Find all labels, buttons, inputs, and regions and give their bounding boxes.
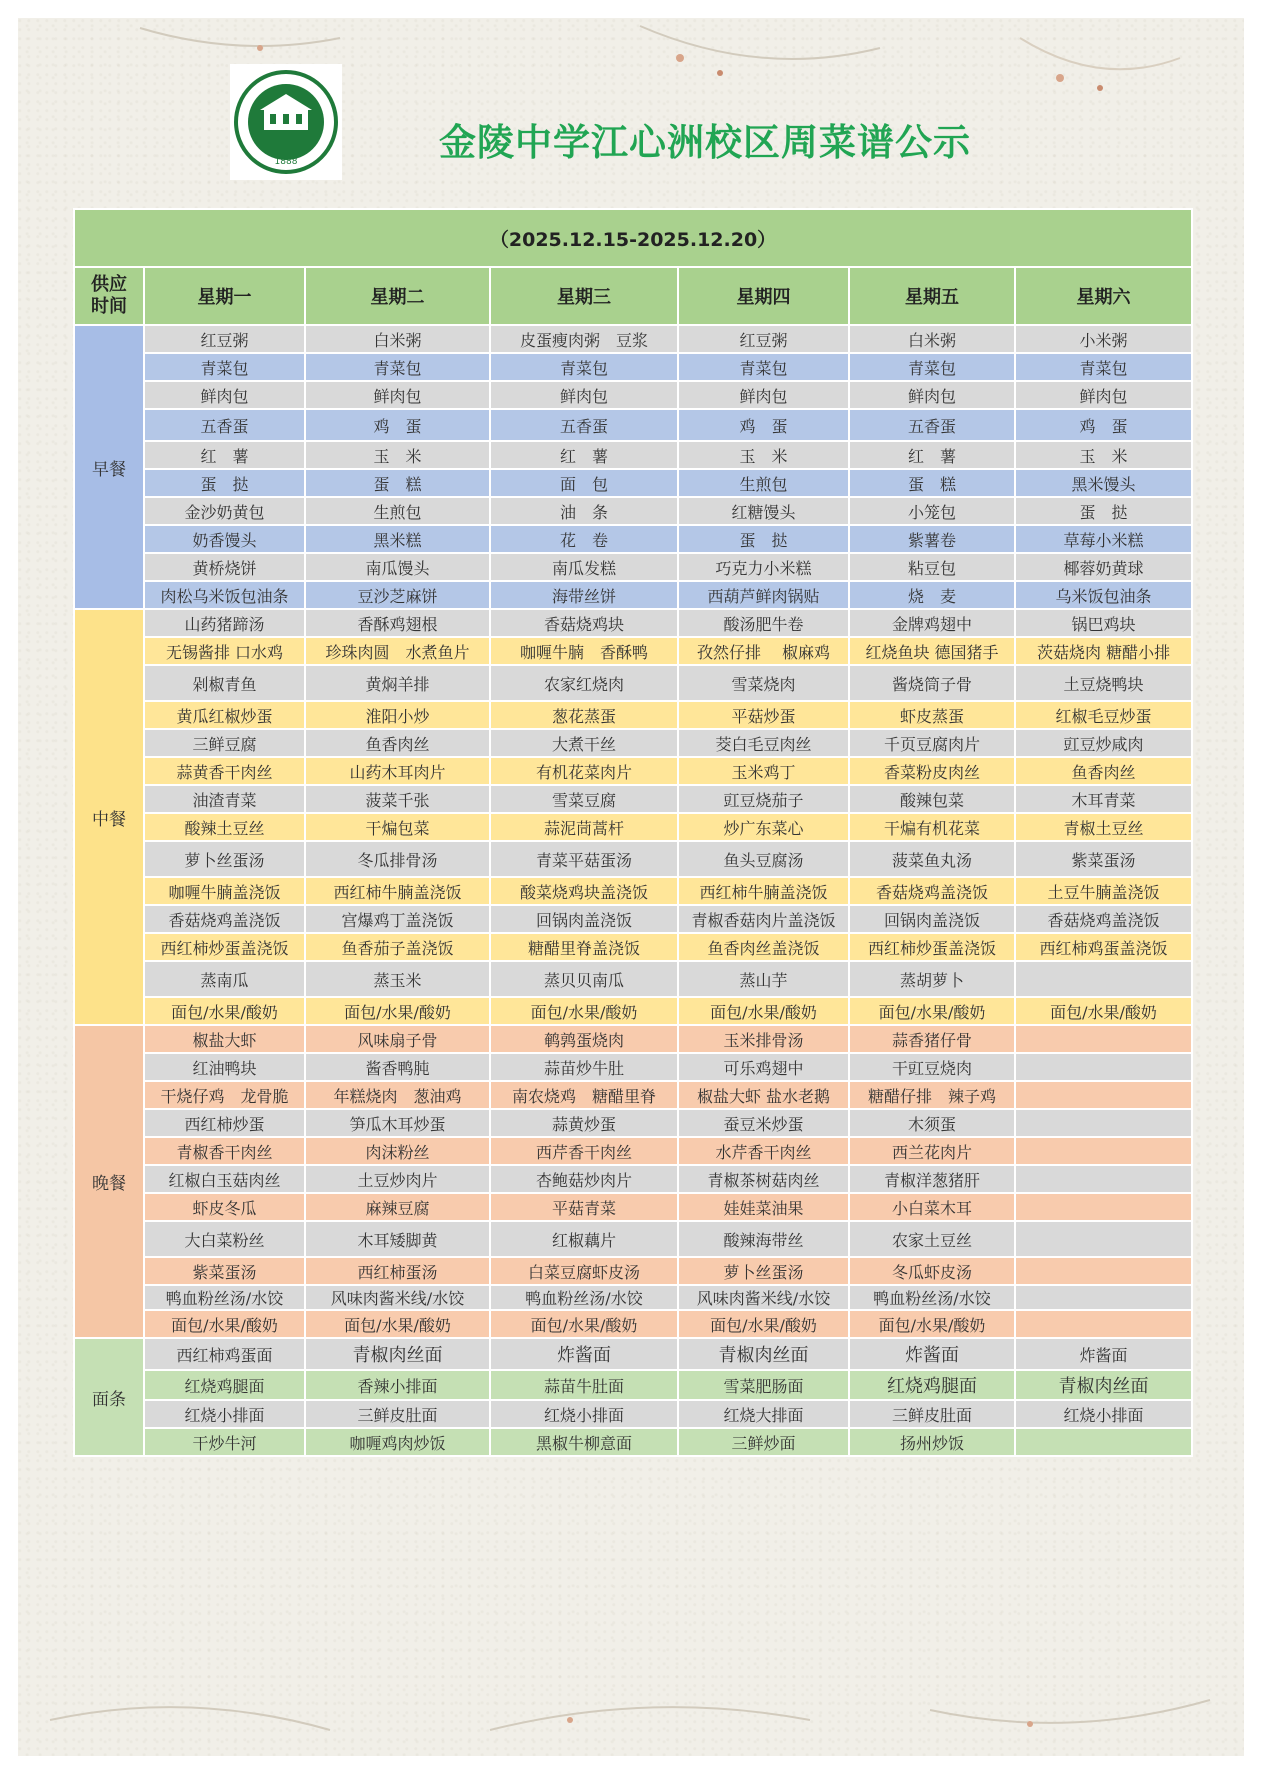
menu-cell: 鲜肉包 bbox=[849, 381, 1015, 409]
menu-cell: 蛋 挞 bbox=[678, 525, 849, 553]
menu-cell: 皮蛋瘦肉粥 豆浆 bbox=[490, 325, 678, 353]
menu-cell: 咖喱牛腩 香酥鸭 bbox=[490, 637, 678, 665]
menu-cell: 水芹香干肉丝 bbox=[678, 1137, 849, 1165]
menu-cell: 五香蛋 bbox=[849, 409, 1015, 441]
menu-cell: 玉 米 bbox=[678, 441, 849, 469]
menu-cell: 娃娃菜油果 bbox=[678, 1193, 849, 1221]
menu-cell: 土豆炒肉片 bbox=[305, 1165, 490, 1193]
menu-cell: 酸辣海带丝 bbox=[678, 1221, 849, 1257]
menu-row bbox=[74, 1053, 1192, 1081]
menu-cell: 青椒洋葱猪肝 bbox=[849, 1165, 1015, 1193]
menu-cell: 面包/水果/酸奶 bbox=[849, 997, 1015, 1025]
menu-cell: 紫菜蛋汤 bbox=[144, 1257, 305, 1285]
meal-label-dinner: 晚餐 bbox=[74, 1025, 144, 1338]
menu-cell: 干豇豆烧肉 bbox=[849, 1053, 1015, 1081]
menu-cell: 烧 麦 bbox=[849, 581, 1015, 609]
menu-row bbox=[74, 1370, 1192, 1400]
menu-cell: 雪菜烧肉 bbox=[678, 665, 849, 701]
day-header-3: 星期三 bbox=[490, 267, 678, 325]
menu-cell: 香菇烧鸡块 bbox=[490, 609, 678, 637]
menu-row bbox=[74, 729, 1192, 757]
menu-cell: 千页豆腐肉片 bbox=[849, 729, 1015, 757]
menu-row bbox=[74, 1400, 1192, 1428]
page-title: 金陵中学江心洲校区周菜谱公示 bbox=[439, 121, 971, 164]
menu-row bbox=[74, 1285, 1192, 1310]
menu-cell bbox=[1015, 1428, 1192, 1456]
menu-cell: 香酥鸡翅根 bbox=[305, 609, 490, 637]
menu-cell: 珍珠肉圆 水煮鱼片 bbox=[305, 637, 490, 665]
day-header-6: 星期六 bbox=[1015, 267, 1192, 325]
menu-cell: 蒜香猪仔骨 bbox=[849, 1025, 1015, 1053]
menu-cell: 菠菜鱼丸汤 bbox=[849, 841, 1015, 877]
menu-cell: 红 薯 bbox=[490, 441, 678, 469]
menu-cell: 南农烧鸡 糖醋里脊 bbox=[490, 1081, 678, 1109]
menu-cell: 红椒白玉菇肉丝 bbox=[144, 1165, 305, 1193]
menu-cell: 面包/水果/酸奶 bbox=[144, 1310, 305, 1338]
menu-cell: 鲜肉包 bbox=[305, 381, 490, 409]
menu-cell: 红 薯 bbox=[144, 441, 305, 469]
menu-cell: 山药木耳肉片 bbox=[305, 757, 490, 785]
menu-cell bbox=[1015, 1193, 1192, 1221]
menu-cell: 香菇烧鸡盖浇饭 bbox=[849, 877, 1015, 905]
menu-cell: 蒸山芋 bbox=[678, 961, 849, 997]
menu-row bbox=[74, 409, 1192, 441]
menu-cell: 干煸有机花菜 bbox=[849, 813, 1015, 841]
menu-row bbox=[74, 581, 1192, 609]
menu-cell: 萝卜丝蛋汤 bbox=[678, 1257, 849, 1285]
menu-cell bbox=[1015, 1310, 1192, 1338]
menu-cell: 风味扇子骨 bbox=[305, 1025, 490, 1053]
menu-cell: 蒸胡萝卜 bbox=[849, 961, 1015, 997]
menu-cell: 生煎包 bbox=[678, 469, 849, 497]
menu-cell: 面包/水果/酸奶 bbox=[144, 997, 305, 1025]
menu-cell: 年糕烧肉 葱油鸡 bbox=[305, 1081, 490, 1109]
menu-cell: 白米粥 bbox=[305, 325, 490, 353]
menu-cell: 豆沙芝麻饼 bbox=[305, 581, 490, 609]
menu-cell: 青椒肉丝面 bbox=[1015, 1370, 1192, 1400]
menu-cell bbox=[1015, 1221, 1192, 1257]
menu-cell: 风味肉酱米线/水饺 bbox=[305, 1285, 490, 1310]
menu-row bbox=[74, 1025, 1192, 1053]
menu-row bbox=[74, 1081, 1192, 1109]
menu-cell: 花 卷 bbox=[490, 525, 678, 553]
date-range: （2025.12.15-2025.12.20） bbox=[74, 209, 1192, 267]
menu-cell bbox=[1015, 1137, 1192, 1165]
menu-cell: 咖喱鸡肉炒饭 bbox=[305, 1428, 490, 1456]
logo-year: 1888 bbox=[274, 157, 298, 167]
menu-cell: 孜然仔排 椒麻鸡 bbox=[678, 637, 849, 665]
menu-cell: 白菜豆腐虾皮汤 bbox=[490, 1257, 678, 1285]
meal-label-breakfast: 早餐 bbox=[74, 325, 144, 609]
menu-row bbox=[74, 785, 1192, 813]
menu-cell: 红 薯 bbox=[849, 441, 1015, 469]
menu-cell: 香菇烧鸡盖浇饭 bbox=[144, 905, 305, 933]
menu-cell: 粘豆包 bbox=[849, 553, 1015, 581]
menu-cell: 酱香鸭肫 bbox=[305, 1053, 490, 1081]
menu-row bbox=[74, 961, 1192, 997]
menu-cell: 木耳青菜 bbox=[1015, 785, 1192, 813]
menu-cell: 黄桥烧饼 bbox=[144, 553, 305, 581]
menu-cell: 油 条 bbox=[490, 497, 678, 525]
menu-cell: 青菜包 bbox=[490, 353, 678, 381]
menu-cell: 酸汤肥牛卷 bbox=[678, 609, 849, 637]
menu-cell bbox=[1015, 1285, 1192, 1310]
menu-cell: 青椒土豆丝 bbox=[1015, 813, 1192, 841]
menu-row bbox=[74, 441, 1192, 469]
menu-cell: 面包/水果/酸奶 bbox=[1015, 997, 1192, 1025]
menu-cell: 风味肉酱米线/水饺 bbox=[678, 1285, 849, 1310]
day-header-5: 星期五 bbox=[849, 267, 1015, 325]
menu-row bbox=[74, 997, 1192, 1025]
menu-cell: 淮阳小炒 bbox=[305, 701, 490, 729]
menu-row bbox=[74, 841, 1192, 877]
menu-cell: 菠菜千张 bbox=[305, 785, 490, 813]
menu-cell: 面包/水果/酸奶 bbox=[678, 1310, 849, 1338]
menu-cell: 红椒毛豆炒蛋 bbox=[1015, 701, 1192, 729]
meal-label-noodle: 面条 bbox=[74, 1338, 144, 1456]
menu-cell: 麻辣豆腐 bbox=[305, 1193, 490, 1221]
menu-row bbox=[74, 469, 1192, 497]
menu-cell: 冬瓜排骨汤 bbox=[305, 841, 490, 877]
menu-cell: 蒸贝贝南瓜 bbox=[490, 961, 678, 997]
menu-cell: 红烧小排面 bbox=[144, 1400, 305, 1428]
branch-decoration-bottom bbox=[30, 1680, 1230, 1760]
menu-cell: 生煎包 bbox=[305, 497, 490, 525]
menu-cell: 青菜包 bbox=[144, 353, 305, 381]
menu-row bbox=[74, 325, 1192, 353]
menu-row bbox=[74, 1310, 1192, 1338]
menu-cell: 鱼头豆腐汤 bbox=[678, 841, 849, 877]
menu-row bbox=[74, 497, 1192, 525]
menu-cell: 肉沫粉丝 bbox=[305, 1137, 490, 1165]
menu-cell: 炸酱面 bbox=[1015, 1338, 1192, 1370]
menu-cell: 椒盐大虾 盐水老鹅 bbox=[678, 1081, 849, 1109]
menu-cell: 紫菜蛋汤 bbox=[1015, 841, 1192, 877]
menu-cell: 蚕豆米炒蛋 bbox=[678, 1109, 849, 1137]
menu-cell: 西红柿牛腩盖浇饭 bbox=[678, 877, 849, 905]
menu-cell: 小米粥 bbox=[1015, 325, 1192, 353]
menu-cell: 土豆牛腩盖浇饭 bbox=[1015, 877, 1192, 905]
menu-cell: 黄焖羊排 bbox=[305, 665, 490, 701]
menu-cell: 三鲜炒面 bbox=[678, 1428, 849, 1456]
menu-cell: 玉 米 bbox=[1015, 441, 1192, 469]
menu-cell: 蒜黄炒蛋 bbox=[490, 1109, 678, 1137]
menu-cell: 蒸南瓜 bbox=[144, 961, 305, 997]
menu-cell: 炒广东菜心 bbox=[678, 813, 849, 841]
menu-cell: 土豆烧鸭块 bbox=[1015, 665, 1192, 701]
menu-row bbox=[74, 1428, 1192, 1456]
menu-cell: 扬州炒饭 bbox=[849, 1428, 1015, 1456]
menu-cell: 海带丝饼 bbox=[490, 581, 678, 609]
menu-cell: 巧克力小米糕 bbox=[678, 553, 849, 581]
menu-cell: 三鲜豆腐 bbox=[144, 729, 305, 757]
school-logo bbox=[230, 64, 342, 180]
menu-cell: 茨菇烧肉 糖醋小排 bbox=[1015, 637, 1192, 665]
menu-cell: 面包/水果/酸奶 bbox=[305, 997, 490, 1025]
menu-row bbox=[74, 525, 1192, 553]
menu-cell: 红糖馒头 bbox=[678, 497, 849, 525]
menu-cell: 蒜黄香干肉丝 bbox=[144, 757, 305, 785]
menu-cell: 五香蛋 bbox=[490, 409, 678, 441]
menu-row bbox=[74, 933, 1192, 961]
menu-cell: 西红柿炒蛋盖浇饭 bbox=[849, 933, 1015, 961]
menu-cell: 鱼香茄子盖浇饭 bbox=[305, 933, 490, 961]
menu-row bbox=[74, 813, 1192, 841]
menu-cell: 青菜包 bbox=[1015, 353, 1192, 381]
menu-row bbox=[74, 757, 1192, 785]
menu-cell: 干煸包菜 bbox=[305, 813, 490, 841]
menu-row bbox=[74, 1165, 1192, 1193]
menu-cell: 椒盐大虾 bbox=[144, 1025, 305, 1053]
menu-cell: 豇豆烧茄子 bbox=[678, 785, 849, 813]
supply-time-header: 供应 时间 bbox=[74, 267, 144, 325]
menu-cell: 青菜平菇蛋汤 bbox=[490, 841, 678, 877]
menu-cell: 西芹香干肉丝 bbox=[490, 1137, 678, 1165]
menu-cell: 玉 米 bbox=[305, 441, 490, 469]
menu-cell: 南瓜馒头 bbox=[305, 553, 490, 581]
menu-cell: 剁椒青鱼 bbox=[144, 665, 305, 701]
menu-row bbox=[74, 637, 1192, 665]
menu-cell: 无锡酱排 口水鸡 bbox=[144, 637, 305, 665]
menu-row bbox=[74, 353, 1192, 381]
menu-cell: 五香蛋 bbox=[144, 409, 305, 441]
menu-cell: 茭白毛豆肉丝 bbox=[678, 729, 849, 757]
menu-cell: 冬瓜虾皮汤 bbox=[849, 1257, 1015, 1285]
menu-cell: 黑椒牛柳意面 bbox=[490, 1428, 678, 1456]
menu-cell: 酸辣包菜 bbox=[849, 785, 1015, 813]
menu-cell: 奶香馒头 bbox=[144, 525, 305, 553]
menu-cell: 面 包 bbox=[490, 469, 678, 497]
menu-cell: 蒜苗炒牛肚 bbox=[490, 1053, 678, 1081]
menu-cell: 青菜包 bbox=[849, 353, 1015, 381]
menu-cell: 鸭血粉丝汤/水饺 bbox=[849, 1285, 1015, 1310]
menu-cell: 葱花蒸蛋 bbox=[490, 701, 678, 729]
menu-cell bbox=[1015, 961, 1192, 997]
menu-cell: 宫爆鸡丁盖浇饭 bbox=[305, 905, 490, 933]
menu-cell: 山药猪蹄汤 bbox=[144, 609, 305, 637]
menu-cell: 红烧小排面 bbox=[1015, 1400, 1192, 1428]
menu-cell: 回锅肉盖浇饭 bbox=[849, 905, 1015, 933]
menu-cell: 农家土豆丝 bbox=[849, 1221, 1015, 1257]
menu-cell: 雪菜豆腐 bbox=[490, 785, 678, 813]
menu-cell: 锅巴鸡块 bbox=[1015, 609, 1192, 637]
menu-cell: 红油鸭块 bbox=[144, 1053, 305, 1081]
menu-cell: 小笼包 bbox=[849, 497, 1015, 525]
menu-row bbox=[74, 553, 1192, 581]
menu-cell: 虾皮冬瓜 bbox=[144, 1193, 305, 1221]
menu-cell: 红豆粥 bbox=[678, 325, 849, 353]
menu-cell: 萝卜丝蛋汤 bbox=[144, 841, 305, 877]
menu-cell: 蒸玉米 bbox=[305, 961, 490, 997]
menu-cell: 鸡 蛋 bbox=[678, 409, 849, 441]
menu-cell: 蒜苗牛肚面 bbox=[490, 1370, 678, 1400]
menu-cell: 红烧鱼块 德国猪手 bbox=[849, 637, 1015, 665]
menu-cell: 鲜肉包 bbox=[1015, 381, 1192, 409]
menu-cell bbox=[1015, 1165, 1192, 1193]
menu-cell: 鲜肉包 bbox=[678, 381, 849, 409]
menu-cell: 笋瓜木耳炒蛋 bbox=[305, 1109, 490, 1137]
menu-cell: 炸酱面 bbox=[849, 1338, 1015, 1370]
menu-cell: 香菇烧鸡盖浇饭 bbox=[1015, 905, 1192, 933]
menu-cell: 三鲜皮肚面 bbox=[305, 1400, 490, 1428]
menu-cell: 鸡 蛋 bbox=[1015, 409, 1192, 441]
menu-cell: 西红柿鸡蛋盖浇饭 bbox=[1015, 933, 1192, 961]
menu-row bbox=[74, 1221, 1192, 1257]
menu-cell: 椰蓉奶黄球 bbox=[1015, 553, 1192, 581]
menu-cell: 乌米饭包油条 bbox=[1015, 581, 1192, 609]
menu-cell: 油渣青菜 bbox=[144, 785, 305, 813]
menu-row bbox=[74, 701, 1192, 729]
menu-cell: 豇豆炒咸肉 bbox=[1015, 729, 1192, 757]
menu-cell: 大煮干丝 bbox=[490, 729, 678, 757]
menu-cell: 青椒香菇肉片盖浇饭 bbox=[678, 905, 849, 933]
meal-label-lunch: 中餐 bbox=[74, 609, 144, 1025]
menu-cell bbox=[1015, 1081, 1192, 1109]
menu-cell: 面包/水果/酸奶 bbox=[678, 997, 849, 1025]
menu-cell: 面包/水果/酸奶 bbox=[490, 1310, 678, 1338]
menu-cell: 酸菜烧鸡块盖浇饭 bbox=[490, 877, 678, 905]
menu-cell: 咖喱牛腩盖浇饭 bbox=[144, 877, 305, 905]
menu-cell: 干烧仔鸡 龙骨脆 bbox=[144, 1081, 305, 1109]
menu-row bbox=[74, 381, 1192, 409]
day-header-1: 星期一 bbox=[144, 267, 305, 325]
menu-cell: 雪菜肥肠面 bbox=[678, 1370, 849, 1400]
menu-cell: 鸭血粉丝汤/水饺 bbox=[490, 1285, 678, 1310]
menu-cell bbox=[1015, 1257, 1192, 1285]
menu-cell: 红烧小排面 bbox=[490, 1400, 678, 1428]
menu-cell: 红烧大排面 bbox=[678, 1400, 849, 1428]
menu-cell: 青椒香干肉丝 bbox=[144, 1137, 305, 1165]
menu-cell: 农家红烧肉 bbox=[490, 665, 678, 701]
menu-cell: 西红柿炒蛋 bbox=[144, 1109, 305, 1137]
menu-cell: 红烧鸡腿面 bbox=[144, 1370, 305, 1400]
menu-cell: 小白菜木耳 bbox=[849, 1193, 1015, 1221]
menu-cell: 黑米糕 bbox=[305, 525, 490, 553]
menu-cell: 鲜肉包 bbox=[490, 381, 678, 409]
menu-cell: 青菜包 bbox=[678, 353, 849, 381]
menu-cell: 酸辣土豆丝 bbox=[144, 813, 305, 841]
menu-row bbox=[74, 1338, 1192, 1370]
menu-cell bbox=[1015, 1025, 1192, 1053]
menu-cell: 黑米馒头 bbox=[1015, 469, 1192, 497]
menu-cell: 西红柿蛋汤 bbox=[305, 1257, 490, 1285]
menu-cell: 紫薯卷 bbox=[849, 525, 1015, 553]
menu-cell: 可乐鸡翅中 bbox=[678, 1053, 849, 1081]
menu-cell: 鱼香肉丝 bbox=[305, 729, 490, 757]
day-header-4: 星期四 bbox=[678, 267, 849, 325]
menu-cell bbox=[1015, 1053, 1192, 1081]
menu-row bbox=[74, 905, 1192, 933]
menu-cell: 金牌鸡翅中 bbox=[849, 609, 1015, 637]
menu-cell: 青椒肉丝面 bbox=[678, 1338, 849, 1370]
menu-cell: 玉米鸡丁 bbox=[678, 757, 849, 785]
menu-cell: 西红柿鸡蛋面 bbox=[144, 1338, 305, 1370]
menu-cell: 鲜肉包 bbox=[144, 381, 305, 409]
menu-cell: 西红柿炒蛋盖浇饭 bbox=[144, 933, 305, 961]
menu-cell: 炸酱面 bbox=[490, 1338, 678, 1370]
menu-cell: 蛋 挞 bbox=[144, 469, 305, 497]
menu-cell: 青椒茶树菇肉丝 bbox=[678, 1165, 849, 1193]
menu-row bbox=[74, 609, 1192, 637]
menu-cell: 草莓小米糕 bbox=[1015, 525, 1192, 553]
menu-cell bbox=[1015, 1109, 1192, 1137]
menu-cell: 西红柿牛腩盖浇饭 bbox=[305, 877, 490, 905]
menu-cell: 杏鲍菇炒肉片 bbox=[490, 1165, 678, 1193]
menu-cell: 白米粥 bbox=[849, 325, 1015, 353]
menu-cell: 虾皮蒸蛋 bbox=[849, 701, 1015, 729]
menu-cell: 木须蛋 bbox=[849, 1109, 1015, 1137]
menu-cell: 鸡 蛋 bbox=[305, 409, 490, 441]
day-header-2: 星期二 bbox=[305, 267, 490, 325]
menu-cell: 南瓜发糕 bbox=[490, 553, 678, 581]
menu-cell: 面包/水果/酸奶 bbox=[490, 997, 678, 1025]
menu-cell: 西兰花肉片 bbox=[849, 1137, 1015, 1165]
menu-cell: 面包/水果/酸奶 bbox=[849, 1310, 1015, 1338]
menu-cell: 鱼香肉丝 bbox=[1015, 757, 1192, 785]
menu-cell: 蛋 挞 bbox=[1015, 497, 1192, 525]
weekly-menu-table bbox=[73, 208, 1193, 1457]
menu-cell: 酱烧筒子骨 bbox=[849, 665, 1015, 701]
menu-cell: 蒜泥茼蒿杆 bbox=[490, 813, 678, 841]
menu-cell: 肉松乌米饭包油条 bbox=[144, 581, 305, 609]
menu-row bbox=[74, 1109, 1192, 1137]
menu-cell: 面包/水果/酸奶 bbox=[305, 1310, 490, 1338]
menu-cell: 鹌鹑蛋烧肉 bbox=[490, 1025, 678, 1053]
menu-cell: 有机花菜肉片 bbox=[490, 757, 678, 785]
menu-cell: 蛋 糕 bbox=[849, 469, 1015, 497]
menu-cell: 香菜粉皮肉丝 bbox=[849, 757, 1015, 785]
menu-cell: 红豆粥 bbox=[144, 325, 305, 353]
menu-cell: 青菜包 bbox=[305, 353, 490, 381]
menu-cell: 木耳矮脚黄 bbox=[305, 1221, 490, 1257]
menu-cell: 金沙奶黄包 bbox=[144, 497, 305, 525]
menu-cell: 西葫芦鲜肉锅贴 bbox=[678, 581, 849, 609]
menu-cell: 糖醋里脊盖浇饭 bbox=[490, 933, 678, 961]
menu-cell: 回锅肉盖浇饭 bbox=[490, 905, 678, 933]
menu-cell: 三鲜皮肚面 bbox=[849, 1400, 1015, 1428]
menu-row bbox=[74, 665, 1192, 701]
menu-row bbox=[74, 877, 1192, 905]
menu-cell: 青椒肉丝面 bbox=[305, 1338, 490, 1370]
menu-cell: 香辣小排面 bbox=[305, 1370, 490, 1400]
menu-row bbox=[74, 1257, 1192, 1285]
menu-cell: 黄瓜红椒炒蛋 bbox=[144, 701, 305, 729]
menu-cell: 平菇青菜 bbox=[490, 1193, 678, 1221]
menu-cell: 玉米排骨汤 bbox=[678, 1025, 849, 1053]
menu-cell: 干炒牛河 bbox=[144, 1428, 305, 1456]
menu-cell: 鱼香肉丝盖浇饭 bbox=[678, 933, 849, 961]
menu-cell: 糖醋仔排 辣子鸡 bbox=[849, 1081, 1015, 1109]
menu-cell: 红烧鸡腿面 bbox=[849, 1370, 1015, 1400]
menu-cell: 鸭血粉丝汤/水饺 bbox=[144, 1285, 305, 1310]
menu-cell: 红椒藕片 bbox=[490, 1221, 678, 1257]
menu-row bbox=[74, 1193, 1192, 1221]
menu-row bbox=[74, 1137, 1192, 1165]
menu-cell: 大白菜粉丝 bbox=[144, 1221, 305, 1257]
menu-cell: 蛋 糕 bbox=[305, 469, 490, 497]
menu-cell: 平菇炒蛋 bbox=[678, 701, 849, 729]
